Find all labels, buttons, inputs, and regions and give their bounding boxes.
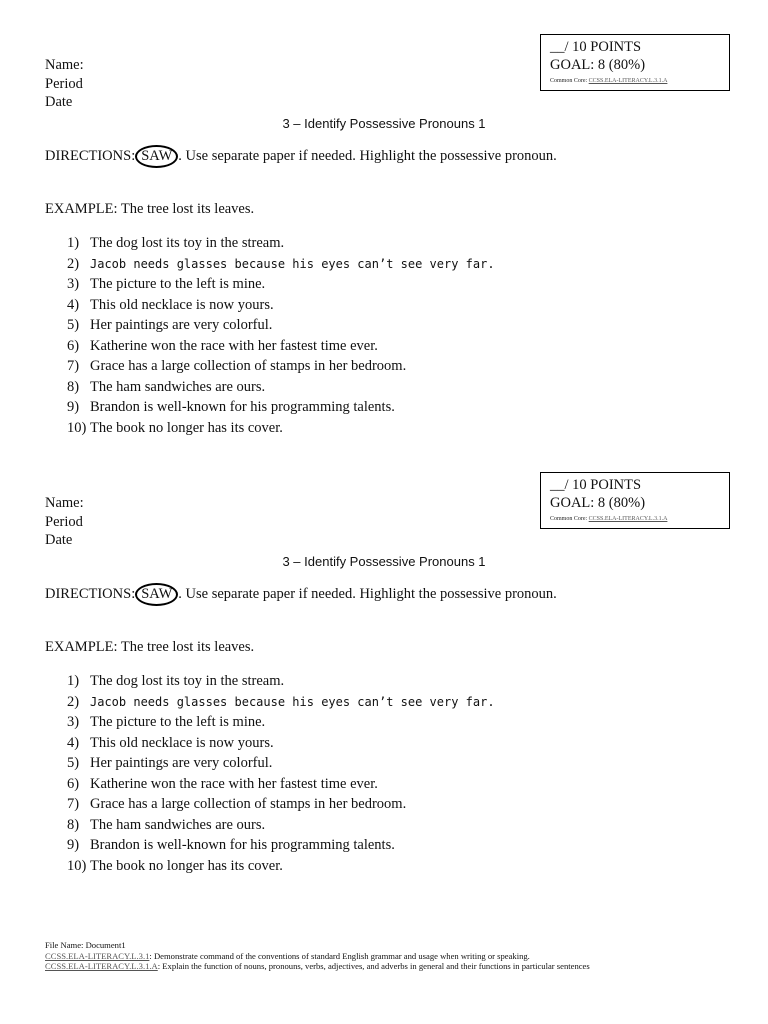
question-list xyxy=(67,671,495,876)
student-info xyxy=(45,494,84,550)
worksheet-title: 3 – Identify Possessive Pronouns 1 xyxy=(282,116,486,131)
saw-circled: SAW xyxy=(135,583,178,606)
list-item: 8) The ham sandwiches are ours. xyxy=(67,816,266,833)
name-label: Name: xyxy=(45,495,84,511)
goal-label: GOAL: 8 (80%) xyxy=(550,57,646,73)
points-label: __/ 10 POINTS xyxy=(550,477,642,493)
list-item: 8) The ham sandwiches are ours. xyxy=(67,378,266,395)
standard-2-link[interactable]: CCSS.ELA-LITERACY.L.3.1.A xyxy=(45,961,158,971)
list-item: 6) Katherine won the race with her fastest time ever. xyxy=(67,775,378,792)
list-item: 2) Jacob needs glasses because his eyes can’t see very far. xyxy=(67,693,495,710)
saw-circled: SAW xyxy=(135,145,178,168)
date-label: Date xyxy=(45,94,73,110)
list-item: 10) The book no longer has its cover. xyxy=(67,857,283,874)
list-item: 7) Grace has a large collection of stamps in her bedroom. xyxy=(67,358,407,374)
list-item: 6) Katherine won the race with her fastest time ever. xyxy=(67,337,378,354)
list-item: 7) Grace has a large collection of stamps in her bedroom. xyxy=(67,796,407,812)
name-label: Name: xyxy=(45,57,84,73)
list-item: 9) Brandon is well-known for his programming talents. xyxy=(67,837,395,853)
question-list xyxy=(67,233,495,438)
file-name: File Name: Document1 xyxy=(45,940,126,950)
list-item: 3) The picture to the left is mine. xyxy=(67,714,266,730)
directions: DIRECTIONS: SAW . Use separate paper if needed. Highlight the possessive pronoun. xyxy=(45,148,557,165)
common-core-reference: Common Core: CCSS.ELA-LITERACY.L.3.1.A xyxy=(550,516,668,522)
standard-2: CCSS.ELA-LITERACY.L.3.1.A: Explain the function of nouns, pronouns, verbs, adjectives, and adverbs in general and their functions in particular sentences xyxy=(45,961,590,971)
list-item: 4) This old necklace is now yours. xyxy=(67,734,274,751)
list-item: 1) The dog lost its toy in the stream. xyxy=(67,673,285,689)
standard-1: CCSS.ELA-LITERACY.L.3.1: Demonstrate command of the conventions of standard English grammar and usage when writing or speaking. xyxy=(45,950,530,961)
period-label: Period xyxy=(45,75,83,92)
common-core-link[interactable]: CCSS.ELA-LITERACY.L.3.1.A xyxy=(588,78,668,84)
goal-label: GOAL: 8 (80%) xyxy=(550,495,646,511)
list-item: 2) Jacob needs glasses because his eyes can’t see very far. xyxy=(67,255,495,272)
student-info xyxy=(45,56,84,112)
score-box xyxy=(540,472,730,529)
common-core-reference: Common Core: CCSS.ELA-LITERACY.L.3.1.A xyxy=(550,78,668,84)
list-item: 1) The dog lost its toy in the stream. xyxy=(67,235,285,251)
worksheet-title: 3 – Identify Possessive Pronouns 1 xyxy=(282,554,486,569)
list-item: 4) This old necklace is now yours. xyxy=(67,296,274,313)
list-item: 9) Brandon is well-known for his programming talents. xyxy=(67,399,395,415)
example-sentence: EXAMPLE: The tree lost its leaves. xyxy=(45,201,255,217)
list-item: 5) Her paintings are very colorful. xyxy=(67,317,273,333)
points-label: __/ 10 POINTS xyxy=(550,39,642,55)
list-item: 3) The picture to the left is mine. xyxy=(67,276,266,292)
common-core-link[interactable]: CCSS.ELA-LITERACY.L.3.1.A xyxy=(588,516,668,522)
date-label: Date xyxy=(45,532,73,548)
list-item: 5) Her paintings are very colorful. xyxy=(67,755,273,771)
period-label: Period xyxy=(45,513,83,530)
list-item: 10) The book no longer has its cover. xyxy=(67,419,283,436)
standard-1-link[interactable]: CCSS.ELA-LITERACY.L.3.1 xyxy=(45,950,150,961)
score-box xyxy=(540,34,730,91)
example-sentence: EXAMPLE: The tree lost its leaves. xyxy=(45,639,255,655)
directions: DIRECTIONS: SAW . Use separate paper if needed. Highlight the possessive pronoun. xyxy=(45,586,557,603)
document-footer xyxy=(45,940,590,972)
